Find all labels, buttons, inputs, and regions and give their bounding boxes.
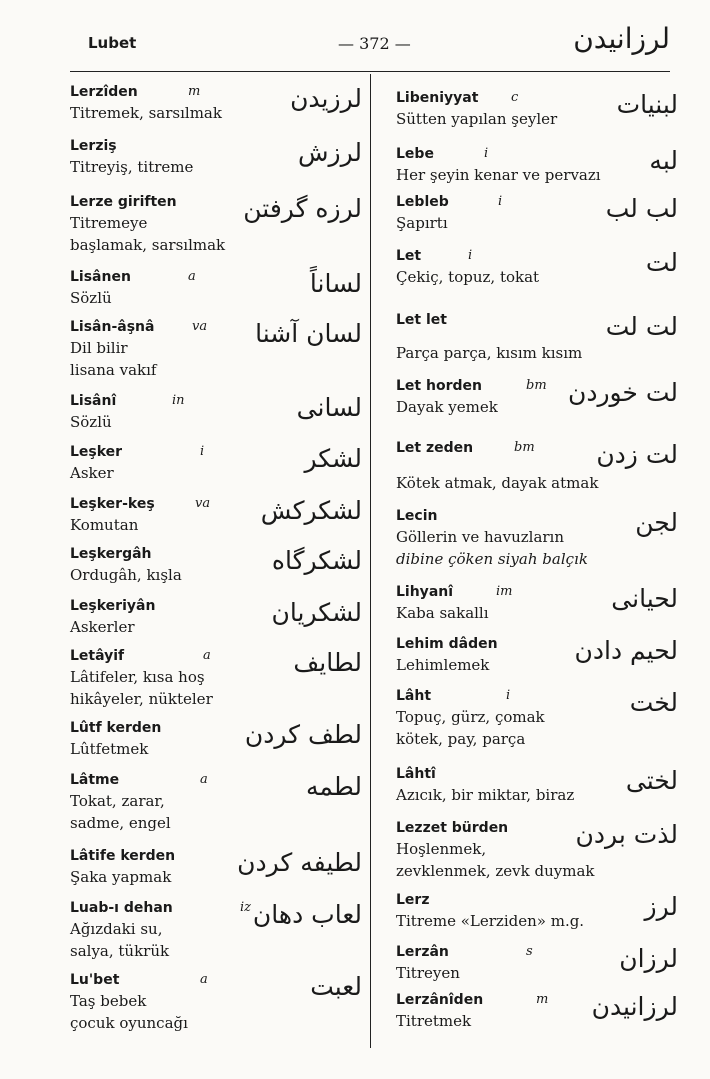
headword: Leşker-keş [70,496,155,512]
headword: Let let [396,312,447,328]
dictionary-entry [70,970,362,1034]
page-number: — 372 — [338,34,411,53]
grammar-tag: va [192,319,208,334]
arabic-script: لرزان [619,944,678,973]
dictionary-entry [396,192,678,234]
dictionary-entry [70,898,362,962]
arabic-script: لرز [644,892,678,921]
definition-line: sadme, engel [70,814,171,832]
grammar-tag: m [536,992,549,1007]
definition-line: Kaba sakallı [396,604,489,622]
dictionary-entry [396,582,678,624]
definition-line: Titretmek [396,1012,472,1030]
grammar-tag: im [496,584,513,599]
dictionary-entry [70,846,362,888]
headword: Lisânen [70,269,131,285]
dictionary-entry [70,596,362,638]
headword: Lecin [396,508,438,524]
definition-line: Her şeyin kenar ve pervazı [396,166,601,184]
headword: Lisân-âşnâ [70,319,155,335]
arabic-script: لطمه [306,772,362,801]
definition-line: Titreyiş, titreme [70,158,194,176]
headword: Let [396,248,422,264]
dictionary-entry [70,317,362,381]
definition-line: Ağızdaki su, [70,920,163,938]
headword: Let zeden [396,440,474,456]
definition-line: lisana vakıf [70,361,157,379]
headword: Lebe [396,146,434,162]
dictionary-entry [396,818,678,882]
headword: Lâtife kerden [70,848,176,864]
dictionary-entry [70,494,362,536]
dictionary-entry [396,88,678,130]
dictionary-entry [396,686,678,750]
arabic-script: لحيانى [611,584,678,613]
dictionary-entry [396,990,678,1032]
headword: Leşkeriyân [70,598,156,614]
dictionary-entry [396,506,678,570]
headword: Lehim dâden [396,636,498,652]
definition-line: Göllerin ve havuzların [396,528,565,546]
definition-line: Kötek atmak, dayak atmak [396,474,599,492]
definition-line: Ordugâh, kışla [70,566,182,584]
definition-line: Azıcık, bir miktar, biraz [396,786,575,804]
headword: Leşkergâh [70,546,152,562]
arabic-script: لت خوردن [567,378,678,407]
grammar-tag: in [172,393,185,408]
page-header [0,0,710,70]
arabic-script: لرزه گرفتن [243,194,362,223]
definition-line: Sözlü [70,413,112,431]
headword: Letâyif [70,648,125,664]
headword: Lâhtî [396,766,436,782]
dictionary-entry [70,544,362,586]
definition-line: Titreyen [396,964,460,982]
arabic-script: لرزانيدن [591,992,678,1021]
definition-line: Sütten yapılan şeyler [396,110,558,128]
arabic-script: لبه [649,146,678,175]
dictionary-entry [70,646,362,710]
headword: Lerzîden [70,84,138,100]
headword: Lerz [396,892,430,908]
definition-line: Askerler [70,618,135,636]
headword: Lerziş [70,138,117,154]
arabic-script: لخت [629,688,678,717]
headword: Lâht [396,688,432,704]
grammar-tag: iz [240,900,252,915]
definition-line: Lehimlemek [396,656,490,674]
grammar-tag: i [484,146,489,161]
definition-line: Topuç, gürz, çomak [396,708,545,726]
headword: Lâtme [70,772,120,788]
dictionary-entry [396,764,678,806]
headword: Let horden [396,378,482,394]
arabic-script: لرزش [297,138,362,167]
grammar-tag: bm [526,378,547,393]
headword: Lu'bet [70,972,120,988]
headword: Lisânî [70,393,117,409]
headword: Lûtf kerden [70,720,162,736]
arabic-script: لعاب دهان [252,900,362,929]
column-divider [370,74,371,1048]
headword: Lerzânîden [396,992,484,1008]
dictionary-entry [396,246,678,288]
dictionary-entry [396,890,678,932]
arabic-script: لطايف [293,648,362,677]
arabic-script: لسان آشنا [255,319,362,348]
definition-line: Taş bebek [70,992,147,1010]
definition-line: Titremek, sarsılmak [70,104,222,122]
definition-line: hikâyeler, nükteler [70,690,213,708]
grammar-tag: i [506,688,511,703]
definition-line: Tokat, zarar, [70,792,165,810]
headword: Lerze giriften [70,194,177,210]
arabic-script: لسانى [296,393,362,422]
dictionary-entry [70,718,362,760]
definition-line: zevklenmek, zevk duymak [396,862,595,880]
headword: Luab-ı dehan [70,900,173,916]
definition-line: Komutan [70,516,139,534]
headword: Lezzet bürden [396,820,509,836]
dictionary-entry [396,634,678,676]
grammar-tag: i [498,194,503,209]
definition-line: Hoşlenmek, [396,840,487,858]
grammar-tag: a [200,772,208,787]
arabic-script: لحيم دادن [574,636,678,665]
definition-line: Şapırtı [396,214,448,232]
running-head-left: Lubet [88,34,137,52]
definition-line: Dil bilir [70,339,128,357]
arabic-script: لت [645,248,678,277]
headword: Libeniyyat [396,90,479,106]
arabic-script: لعبت [310,972,362,1001]
definition-line: salya, tükrük [70,942,170,960]
grammar-tag: s [526,944,533,959]
headword: Lihyanî [396,584,454,600]
definition-line: Lûtfetmek [70,740,149,758]
arabic-script: لشكر [304,444,362,473]
grammar-tag: i [468,248,473,263]
arabic-script: لختى [625,766,678,795]
definition-line: Lâtifeler, kısa hoş [70,668,205,686]
definition-line: çocuk oyuncağı [70,1014,188,1032]
arabic-script: لشكريان [271,598,362,627]
dictionary-entry [70,267,362,309]
arabic-script: لذت بردن [575,820,678,849]
headword: Leşker [70,444,123,460]
definition-line: Çekiç, topuz, tokat [396,268,540,286]
definition-line: Titremeye [70,214,148,232]
arabic-script: لجن [635,508,678,537]
headword: Lebleb [396,194,449,210]
dictionary-entry [70,192,362,256]
dictionary-entry [396,310,678,364]
definition-line: Parça parça, kısım kısım [396,344,583,362]
arabic-script: لشكركش [260,496,362,525]
definition-line: kötek, pay, parça [396,730,526,748]
arabic-script: لطيفه كردن [237,848,362,877]
dictionary-entry [70,442,362,484]
arabic-script: لساناً [309,269,362,298]
header-rule [70,71,670,72]
dictionary-entry [70,391,362,433]
grammar-tag: bm [514,440,535,455]
arabic-script: لت لت [605,312,678,341]
definition-line: Sözlü [70,289,112,307]
definition-line: Titreme «Lerziden» m.g. [396,912,585,930]
definition-line: dibine çöken siyah balçık [396,550,588,568]
definition-line: Dayak yemek [396,398,498,416]
arabic-script: لرزيدن [290,84,362,113]
dictionary-entry [396,376,678,418]
definition-line: Asker [70,464,114,482]
arabic-script: لبنيات [616,90,678,119]
grammar-tag: a [188,269,196,284]
grammar-tag: va [195,496,211,511]
grammar-tag: i [200,444,205,459]
running-head-arabic: لرزانيدن [573,22,670,55]
dictionary-entry [396,942,678,984]
dictionary-entry [70,82,362,124]
grammar-tag: a [203,648,211,663]
dictionary-entry [70,136,362,178]
arabic-script: لشكرگاه [271,546,362,575]
dictionary-entry [396,438,678,494]
grammar-tag: a [200,972,208,987]
arabic-script: لطف كردن [244,720,362,749]
grammar-tag: c [511,90,519,105]
headword: Lerzân [396,944,449,960]
grammar-tag: m [188,84,201,99]
arabic-script: لب لب [605,194,678,223]
arabic-script: لت زدن [596,440,678,469]
dictionary-entry [396,144,678,186]
dictionary-entry [70,770,362,834]
definition-line: başlamak, sarsılmak [70,236,226,254]
definition-line: Şaka yapmak [70,868,172,886]
